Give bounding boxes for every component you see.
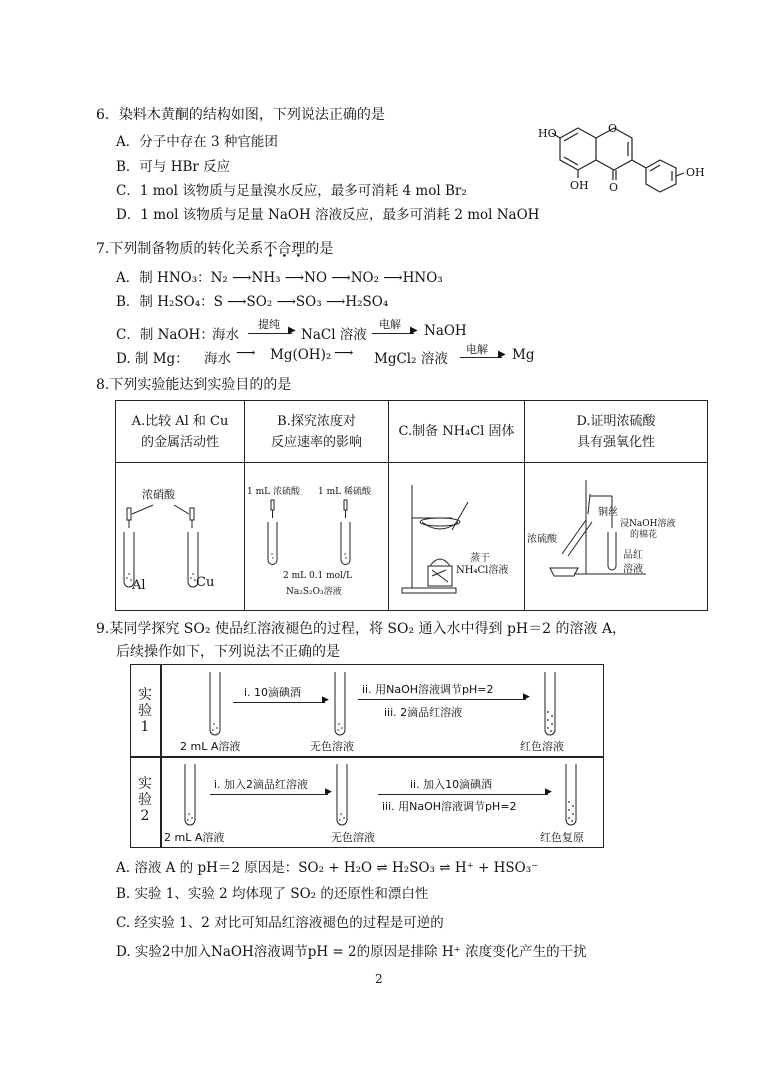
- fig-d-l1: 铜丝: [598, 507, 618, 518]
- arrow-icon: [378, 794, 548, 795]
- arrow-icon: [372, 333, 414, 334]
- q7-option-c: C．制 NaOH：: [116, 327, 214, 343]
- exp1-tube2-label: 无色溶液: [310, 740, 354, 753]
- fig-d-l2: 浸NaOH溶液: [620, 519, 676, 529]
- q7-c-cond1: 提纯: [258, 318, 280, 331]
- exp2-tube1-label: 2 mL A溶液: [164, 831, 225, 844]
- q8-fig-c-drawing: [392, 470, 524, 600]
- arrow-icon: ⟶: [325, 294, 346, 310]
- arrow-icon: [460, 357, 502, 358]
- arrow-icon: ⟶: [276, 294, 296, 310]
- q8-header-c: C.制备 NH₄Cl 固体: [389, 401, 525, 463]
- struct-oh-right: OH: [686, 166, 705, 179]
- q9-col-divider: [160, 664, 162, 848]
- q7-c-s2: NaCl 溶液: [301, 327, 367, 343]
- q7-option-b: B．制 H₂SO₄：S ⟶SO₂ ⟶SO₃ ⟶H₂SO₄: [116, 294, 389, 310]
- arrowhead-icon: ▶: [545, 787, 552, 797]
- fig-d-l5: 品红: [623, 550, 643, 561]
- arrowhead-icon: ▶: [322, 695, 329, 705]
- fig-b-l4: Na₂S₂O₃溶液: [286, 587, 342, 597]
- arrow-icon: ⟶: [331, 270, 351, 286]
- fig-c-l2: NH₄Cl溶液: [456, 565, 509, 576]
- q9-option-c: C. 经实验 1、2 对比可知品红溶液褪色的过程是可逆的: [116, 915, 444, 931]
- arrow-icon: ⟶: [383, 270, 403, 286]
- q7-option-d: D. 制 Mg：: [116, 351, 189, 367]
- q7-stem: 7.下列制备物质的转化关系不合理的是: [96, 241, 334, 257]
- exp1-tube1-label: 2 mL A溶液: [180, 740, 241, 753]
- arrow-icon: [233, 702, 325, 703]
- exp2-label: 实 验 2: [138, 776, 152, 824]
- q7-c-cond2: 电解: [379, 318, 401, 331]
- arrow-icon: [248, 333, 292, 334]
- q8-stem: 8.下列实验能达到实验目的的是: [96, 377, 292, 393]
- struct-ho-top: HO: [538, 127, 557, 140]
- exp2-step1: i. 加入2滴品红溶液: [214, 778, 309, 791]
- arrow-icon: ⟶: [236, 345, 256, 361]
- arrow-icon: [358, 699, 526, 700]
- q7-d-s3: MgCl₂ 溶液: [374, 351, 448, 367]
- arrow-icon: [210, 794, 328, 795]
- q7-d-s4: Mg: [512, 347, 535, 363]
- q6-option-d: D．1 mol 该物质与足量 NaOH 溶液反应，最多可消耗 2 mol NaOH: [116, 207, 540, 223]
- exp1-step2: ii. 用NaOH溶液调节pH=2: [362, 683, 494, 696]
- q7-c-s3: NaOH: [424, 323, 467, 339]
- arrow-icon: ⟶: [284, 270, 305, 286]
- exp2-step2: ii. 加入10滴碘酒: [410, 778, 493, 791]
- arrowhead-icon: ▶: [523, 692, 530, 702]
- exp2-tube3-label: 红色复原: [540, 831, 584, 844]
- q6-option-b: B．可与 HBr 反应: [116, 159, 231, 175]
- q7-d-s1: 海水: [204, 351, 231, 367]
- q6-stem: 6．染料木黄酮的结构如图，下列说法正确的是: [96, 107, 385, 123]
- genistein-structure: [530, 118, 710, 203]
- q7-c-s1: 海水: [212, 327, 239, 343]
- q8-header-d: D.证明浓硫酸 具有强氧化性: [525, 401, 708, 463]
- q7-option-a: A．制 HNO₃：N₂ ⟶NH₃ ⟶NO ⟶NO₂ ⟶HNO₃: [116, 270, 443, 286]
- exp1-tube3-label: 红色溶液: [520, 740, 564, 753]
- q9-option-a: A. 溶液 A 的 pH＝2 原因是：SO₂ + H₂O ⇌ H₂SO₃ ⇌ H⁺ + HSO₃⁻: [116, 860, 539, 876]
- fig-d-l3: 的棉花: [630, 530, 658, 540]
- q7-d-cond: 电解: [466, 343, 488, 356]
- fig-d-l4: 浓硫酸: [527, 534, 557, 545]
- q9-stem-line2: 后续操作如下，下列说法不正确的是: [116, 644, 340, 660]
- fig-b-l1: 1 mL 浓硫酸: [247, 487, 300, 497]
- fig-a-cu: Cu: [196, 575, 215, 590]
- exp1-step1: i. 10滴碘酒: [244, 686, 302, 699]
- arrow-icon: ⟶: [334, 345, 354, 361]
- q9-option-b: B. 实验 1、实验 2 均体现了 SO₂ 的还原性和漂白性: [116, 886, 429, 902]
- fig-d-l6: 溶液: [623, 564, 643, 575]
- arrow-icon: ⟶: [232, 270, 252, 286]
- q8-header-b: B.探究浓度对 反应速率的影响: [245, 401, 389, 463]
- arrow-icon: ⟶: [227, 294, 247, 310]
- q6-option-a: A．分子中存在 3 种官能团: [116, 134, 278, 150]
- struct-ketone-o: O: [609, 181, 619, 194]
- fig-b-l3: 2 mL 0.1 mol/L: [283, 571, 352, 581]
- fig-c-l1: 蒸干: [470, 553, 490, 564]
- q8-header-a: A.比较 Al 和 Cu 的金属活动性: [116, 401, 245, 463]
- exp2-tube2-label: 无色溶液: [331, 831, 375, 844]
- q6-option-c: C．1 mol 该物质与足量溴水反应，最多可消耗 4 mol Br₂: [116, 183, 467, 199]
- arrowhead-icon: ▶: [498, 349, 506, 360]
- fig-a-acid: 浓硝酸: [142, 488, 175, 501]
- q9-row-divider: [130, 756, 604, 758]
- arrowhead-icon: ▶: [288, 325, 296, 336]
- fig-b-l2: 1 mL 稀硫酸: [318, 487, 371, 497]
- arrowhead-icon: ▶: [410, 325, 418, 336]
- exp2-tubes: [180, 762, 590, 832]
- fig-a-al: Al: [132, 578, 146, 593]
- exp2-step3: iii. 用NaOH溶液调节pH=2: [382, 800, 517, 813]
- page-number: 2: [375, 972, 383, 986]
- q9-option-d: D. 实验2中加入NaOH溶液调节pH = 2的原因是排除 H⁺ 浓度变化产生的干扰: [116, 944, 587, 960]
- q9-stem-line1: 9.某同学探究 SO₂ 使品红溶液褪色的过程，将 SO₂ 通入水中得到 pH＝2 的溶液 A，: [96, 621, 627, 637]
- struct-oh-bottom: OH: [570, 179, 589, 192]
- struct-ring-o: O: [608, 122, 618, 135]
- arrowhead-icon: ▶: [325, 787, 332, 797]
- exp1-step3: iii. 2滴品红溶液: [384, 706, 463, 719]
- exp1-label: 实 验 1: [138, 687, 152, 735]
- q7-d-s2: Mg(OH)₂: [270, 347, 332, 363]
